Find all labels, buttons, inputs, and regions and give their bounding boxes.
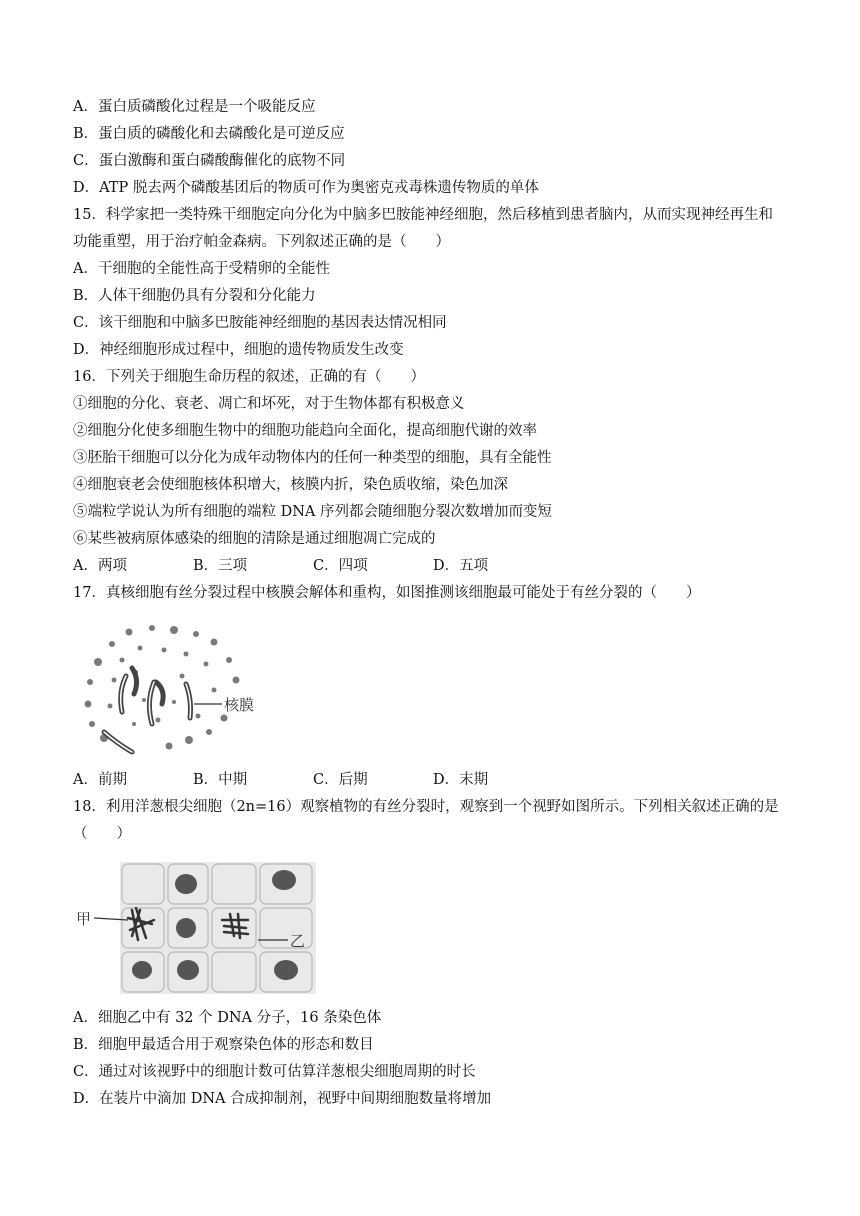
q15-stem-line2: 功能重塑，用于治疗帕金森病。下列叙述正确的是（ ） bbox=[73, 234, 450, 250]
q18-stem-line2: （ ） bbox=[73, 826, 131, 842]
q16-statement-6: ⑥某些被病原体感染的细胞的清除是通过细胞凋亡完成的 bbox=[73, 531, 436, 547]
q15-stem-line1: 15．科学家把一类特殊干细胞定向分化为中脑多巴胺能神经细胞，然后移植到患者脑内，从而实现神经再生和 bbox=[73, 207, 773, 223]
q16-option-c: C．四项 bbox=[313, 558, 368, 574]
q17-option-c: C．后期 bbox=[313, 772, 368, 788]
onion-root-tip-micrograph bbox=[74, 858, 324, 998]
q16-statement-5: ⑤端粒学说认为所有细胞的端粒 DNA 序列都会随细胞分裂次数增加而变短 bbox=[73, 504, 552, 520]
q15-option-c: C．该干细胞和中脑多巴胺能神经细胞的基因表达情况相同 bbox=[73, 315, 447, 331]
jia-label: 甲 bbox=[76, 910, 92, 928]
q16-option-a: A．两项 bbox=[73, 558, 127, 574]
q17-option-a: A．前期 bbox=[73, 772, 127, 788]
q14-option-d: D．ATP 脱去两个磷酸基团后的物质可作为奥密克戎毒株遗传物质的单体 bbox=[73, 180, 539, 196]
q16-statement-3: ③胚胎干细胞可以分化为成年动物体内的任何一种类型的细胞，具有全能性 bbox=[73, 450, 552, 466]
q18-option-c: C．通过对该视野中的细胞计数可估算洋葱根尖细胞周期的时长 bbox=[73, 1064, 476, 1080]
q15-option-b: B．人体干细胞仍具有分裂和分化能力 bbox=[73, 288, 316, 304]
membrane-label: 核膜 bbox=[224, 696, 255, 714]
q16-stem: 16．下列关于细胞生命历程的叙述，正确的有（ ） bbox=[73, 369, 425, 385]
q16-option-d: D．五项 bbox=[433, 558, 489, 574]
yi-label: 乙 bbox=[290, 932, 306, 950]
nuclear-membrane-cell-figure bbox=[74, 620, 274, 760]
q18-option-d: D．在装片中滴加 DNA 合成抑制剂，视野中间期细胞数量将增加 bbox=[73, 1091, 492, 1107]
q17-options bbox=[73, 770, 488, 790]
q17-option-b: B．中期 bbox=[193, 772, 248, 788]
q14-option-b: B．蛋白质的磷酸化和去磷酸化是可逆反应 bbox=[73, 126, 345, 142]
q15-option-a: A．干细胞的全能性高于受精卵的全能性 bbox=[73, 261, 330, 277]
q14-option-a: A．蛋白质磷酸化过程是一个吸能反应 bbox=[73, 99, 316, 115]
q17-option-d: D．末期 bbox=[433, 772, 489, 788]
q16-statement-1: ①细胞的分化、衰老、凋亡和坏死，对于生物体都有积极意义 bbox=[73, 396, 465, 412]
q18-stem-line1: 18．利用洋葱根尖细胞（2n=16）观察植物的有丝分裂时，观察到一个视野如图所示。下列相关叙述正确的是 bbox=[73, 799, 779, 815]
q16-statement-2: ②细胞分化使多细胞生物中的细胞功能趋向全面化，提高细胞代谢的效率 bbox=[73, 423, 537, 439]
q18-option-a: A．细胞乙中有 32 个 DNA 分子，16 条染色体 bbox=[73, 1010, 382, 1026]
q15-option-d: D．神经细胞形成过程中，细胞的遗传物质发生改变 bbox=[73, 342, 404, 358]
q14-option-c: C．蛋白激酶和蛋白磷酸酶催化的底物不同 bbox=[73, 153, 346, 169]
q17-stem: 17．真核细胞有丝分裂过程中核膜会解体和重构，如图推测该细胞最可能处于有丝分裂的（ ） bbox=[73, 585, 701, 601]
q16-options bbox=[73, 556, 488, 576]
chromosomes bbox=[104, 668, 191, 752]
q18-option-b: B．细胞甲最适合用于观察染色体的形态和数目 bbox=[73, 1037, 374, 1053]
q16-statement-4: ④细胞衰老会使细胞核体积增大，核膜内折，染色质收缩，染色加深 bbox=[73, 477, 508, 493]
q16-option-b: B．三项 bbox=[193, 558, 248, 574]
